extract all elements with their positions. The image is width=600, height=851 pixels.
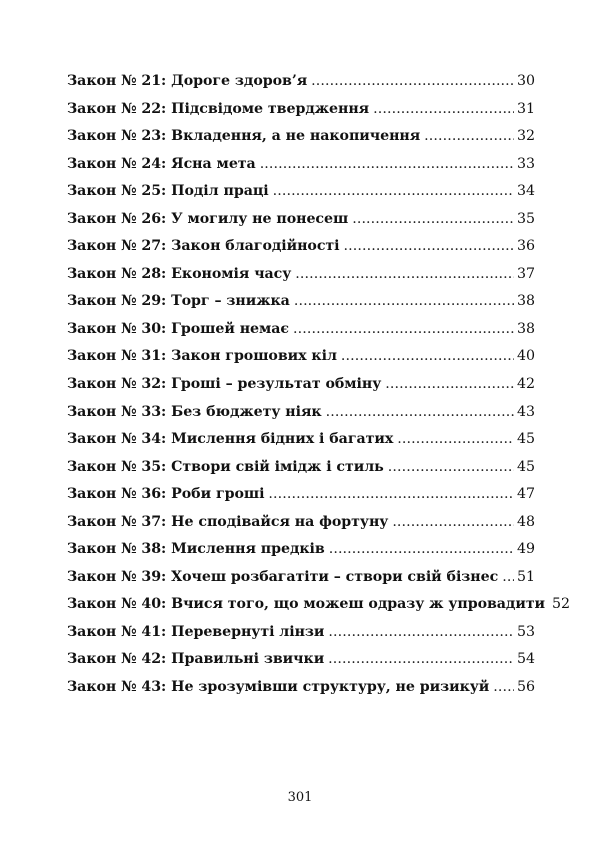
toc-entry-page: 47 xyxy=(517,486,535,503)
toc-entry xyxy=(67,509,535,537)
toc-entry-page: 45 xyxy=(517,431,535,448)
toc-entry-title: Закон № 42: Правильні звички xyxy=(67,651,325,668)
toc-entry-title: Закон № 25: Поділ праці xyxy=(67,183,269,200)
toc-entry-title: Закон № 29: Торг – знижка xyxy=(67,293,290,310)
toc-entry xyxy=(67,261,535,289)
toc-entry-page: 54 xyxy=(517,651,535,668)
toc-entry-page: 40 xyxy=(517,348,535,365)
toc-entry-page: 34 xyxy=(517,183,535,200)
toc-entry-page: 32 xyxy=(517,128,535,145)
toc-dot-leader xyxy=(373,96,514,124)
toc-entry-page: 45 xyxy=(517,458,535,475)
toc-entry-title: Закон № 24: Ясна мета xyxy=(67,155,256,172)
toc-entry-title: Закон № 35: Створи свій імідж і стиль xyxy=(67,458,384,475)
toc-entry xyxy=(67,123,535,151)
toc-entry xyxy=(67,68,535,96)
toc-entry xyxy=(67,343,535,371)
toc-dot-leader xyxy=(341,343,514,371)
toc-entry xyxy=(67,481,535,509)
toc-entry-page: 33 xyxy=(517,155,535,172)
toc-dot-leader xyxy=(493,674,514,702)
toc-entry-title: Закон № 21: Дороге здоров’я xyxy=(67,73,308,89)
toc-dot-leader xyxy=(388,454,514,482)
toc-entry-title: Закон № 32: Гроші – результат обміну xyxy=(67,376,382,393)
toc-dot-leader xyxy=(311,68,514,96)
toc-entry xyxy=(67,619,535,647)
toc-entry-title: Закон № 28: Економія часу xyxy=(67,265,292,282)
toc-entry xyxy=(67,454,535,482)
toc-entry-title: Закон № 38: Мислення предків xyxy=(67,541,325,558)
toc-entry-page: 49 xyxy=(517,541,535,558)
toc-dot-leader xyxy=(329,536,514,564)
toc-entry xyxy=(67,591,570,619)
toc-entry-page: 53 xyxy=(517,623,535,640)
toc-dot-leader xyxy=(328,619,514,647)
toc-dot-leader xyxy=(424,123,514,151)
toc-entry-title: Закон № 31: Закон грошових кіл xyxy=(67,348,337,365)
toc-entry-title: Закон № 34: Мислення бідних і багатих xyxy=(67,431,394,448)
toc-entry-page: 31 xyxy=(517,100,535,117)
toc-entry-title: Закон № 43: Не зрозумівши структуру, не ризикуй xyxy=(67,679,490,696)
toc-dot-leader xyxy=(268,481,514,509)
toc-entry-page: 48 xyxy=(517,513,535,530)
toc-entry-page: 43 xyxy=(517,403,535,420)
toc-entry xyxy=(67,151,535,179)
toc-entry xyxy=(67,178,535,206)
toc-entry-page: 56 xyxy=(517,679,535,696)
toc-entry-title: Закон № 33: Без бюджету ніяк xyxy=(67,403,322,420)
toc-dot-leader xyxy=(352,206,514,234)
toc-entry xyxy=(67,399,535,427)
toc-dot-leader xyxy=(502,564,514,592)
toc-entry xyxy=(67,646,535,674)
toc-entry-page: 37 xyxy=(517,265,535,282)
toc-entry xyxy=(67,96,535,124)
toc-entry xyxy=(67,371,535,399)
toc-entry-title: Закон № 41: Перевернуті лінзи xyxy=(67,623,325,640)
toc-entry-page: 51 xyxy=(517,568,535,585)
table-of-contents xyxy=(67,68,570,702)
toc-entry-page: 38 xyxy=(517,320,535,337)
toc-entry xyxy=(67,564,535,592)
toc-entry xyxy=(67,233,535,261)
toc-entry-page: 38 xyxy=(517,293,535,310)
toc-entry-page: 52 xyxy=(552,596,570,613)
toc-entry-title: Закон № 30: Грошей немає xyxy=(67,320,290,337)
toc-entry-title: Закон № 22: Підсвідоме твердження xyxy=(67,100,370,117)
page-number: 301 xyxy=(287,790,313,805)
toc-dot-leader xyxy=(328,646,514,674)
toc-entry-title: Закон № 26: У могилу не понесеш xyxy=(67,210,349,227)
toc-entry-page: 36 xyxy=(517,238,535,255)
toc-dot-leader xyxy=(295,261,514,289)
toc-entry xyxy=(67,536,535,564)
toc-entry-title: Закон № 27: Закон благодійності xyxy=(67,238,340,255)
toc-entry xyxy=(67,674,535,702)
toc-dot-leader xyxy=(392,509,514,537)
toc-entry-title: Закон № 23: Вкладення, а не накопичення xyxy=(67,128,421,145)
toc-entry xyxy=(67,316,535,344)
toc-entry-title: Закон № 39: Хочеш розбагатіти – створи свій бізнес xyxy=(67,568,499,585)
toc-dot-leader xyxy=(397,426,514,454)
toc-dot-leader xyxy=(385,371,514,399)
toc-dot-leader xyxy=(294,288,514,316)
toc-entry xyxy=(67,206,535,234)
toc-dot-leader xyxy=(344,233,515,261)
toc-dot-leader xyxy=(326,399,514,427)
toc-entry-title: Закон № 40: Вчися того, що можеш одразу ж упровадити xyxy=(67,596,546,613)
toc-entry-page: 30 xyxy=(517,73,535,89)
toc-entry-page: 42 xyxy=(517,376,535,393)
toc-entry xyxy=(67,426,535,454)
toc-dot-leader xyxy=(273,178,514,206)
toc-entry-title: Закон № 37: Не сподівайся на фортуну xyxy=(67,513,389,530)
toc-entry-title: Закон № 36: Роби гроші xyxy=(67,486,265,503)
toc-entry-page: 35 xyxy=(517,210,535,227)
toc-dot-leader xyxy=(293,316,514,344)
toc-dot-leader xyxy=(260,151,514,179)
toc-entry xyxy=(67,288,535,316)
